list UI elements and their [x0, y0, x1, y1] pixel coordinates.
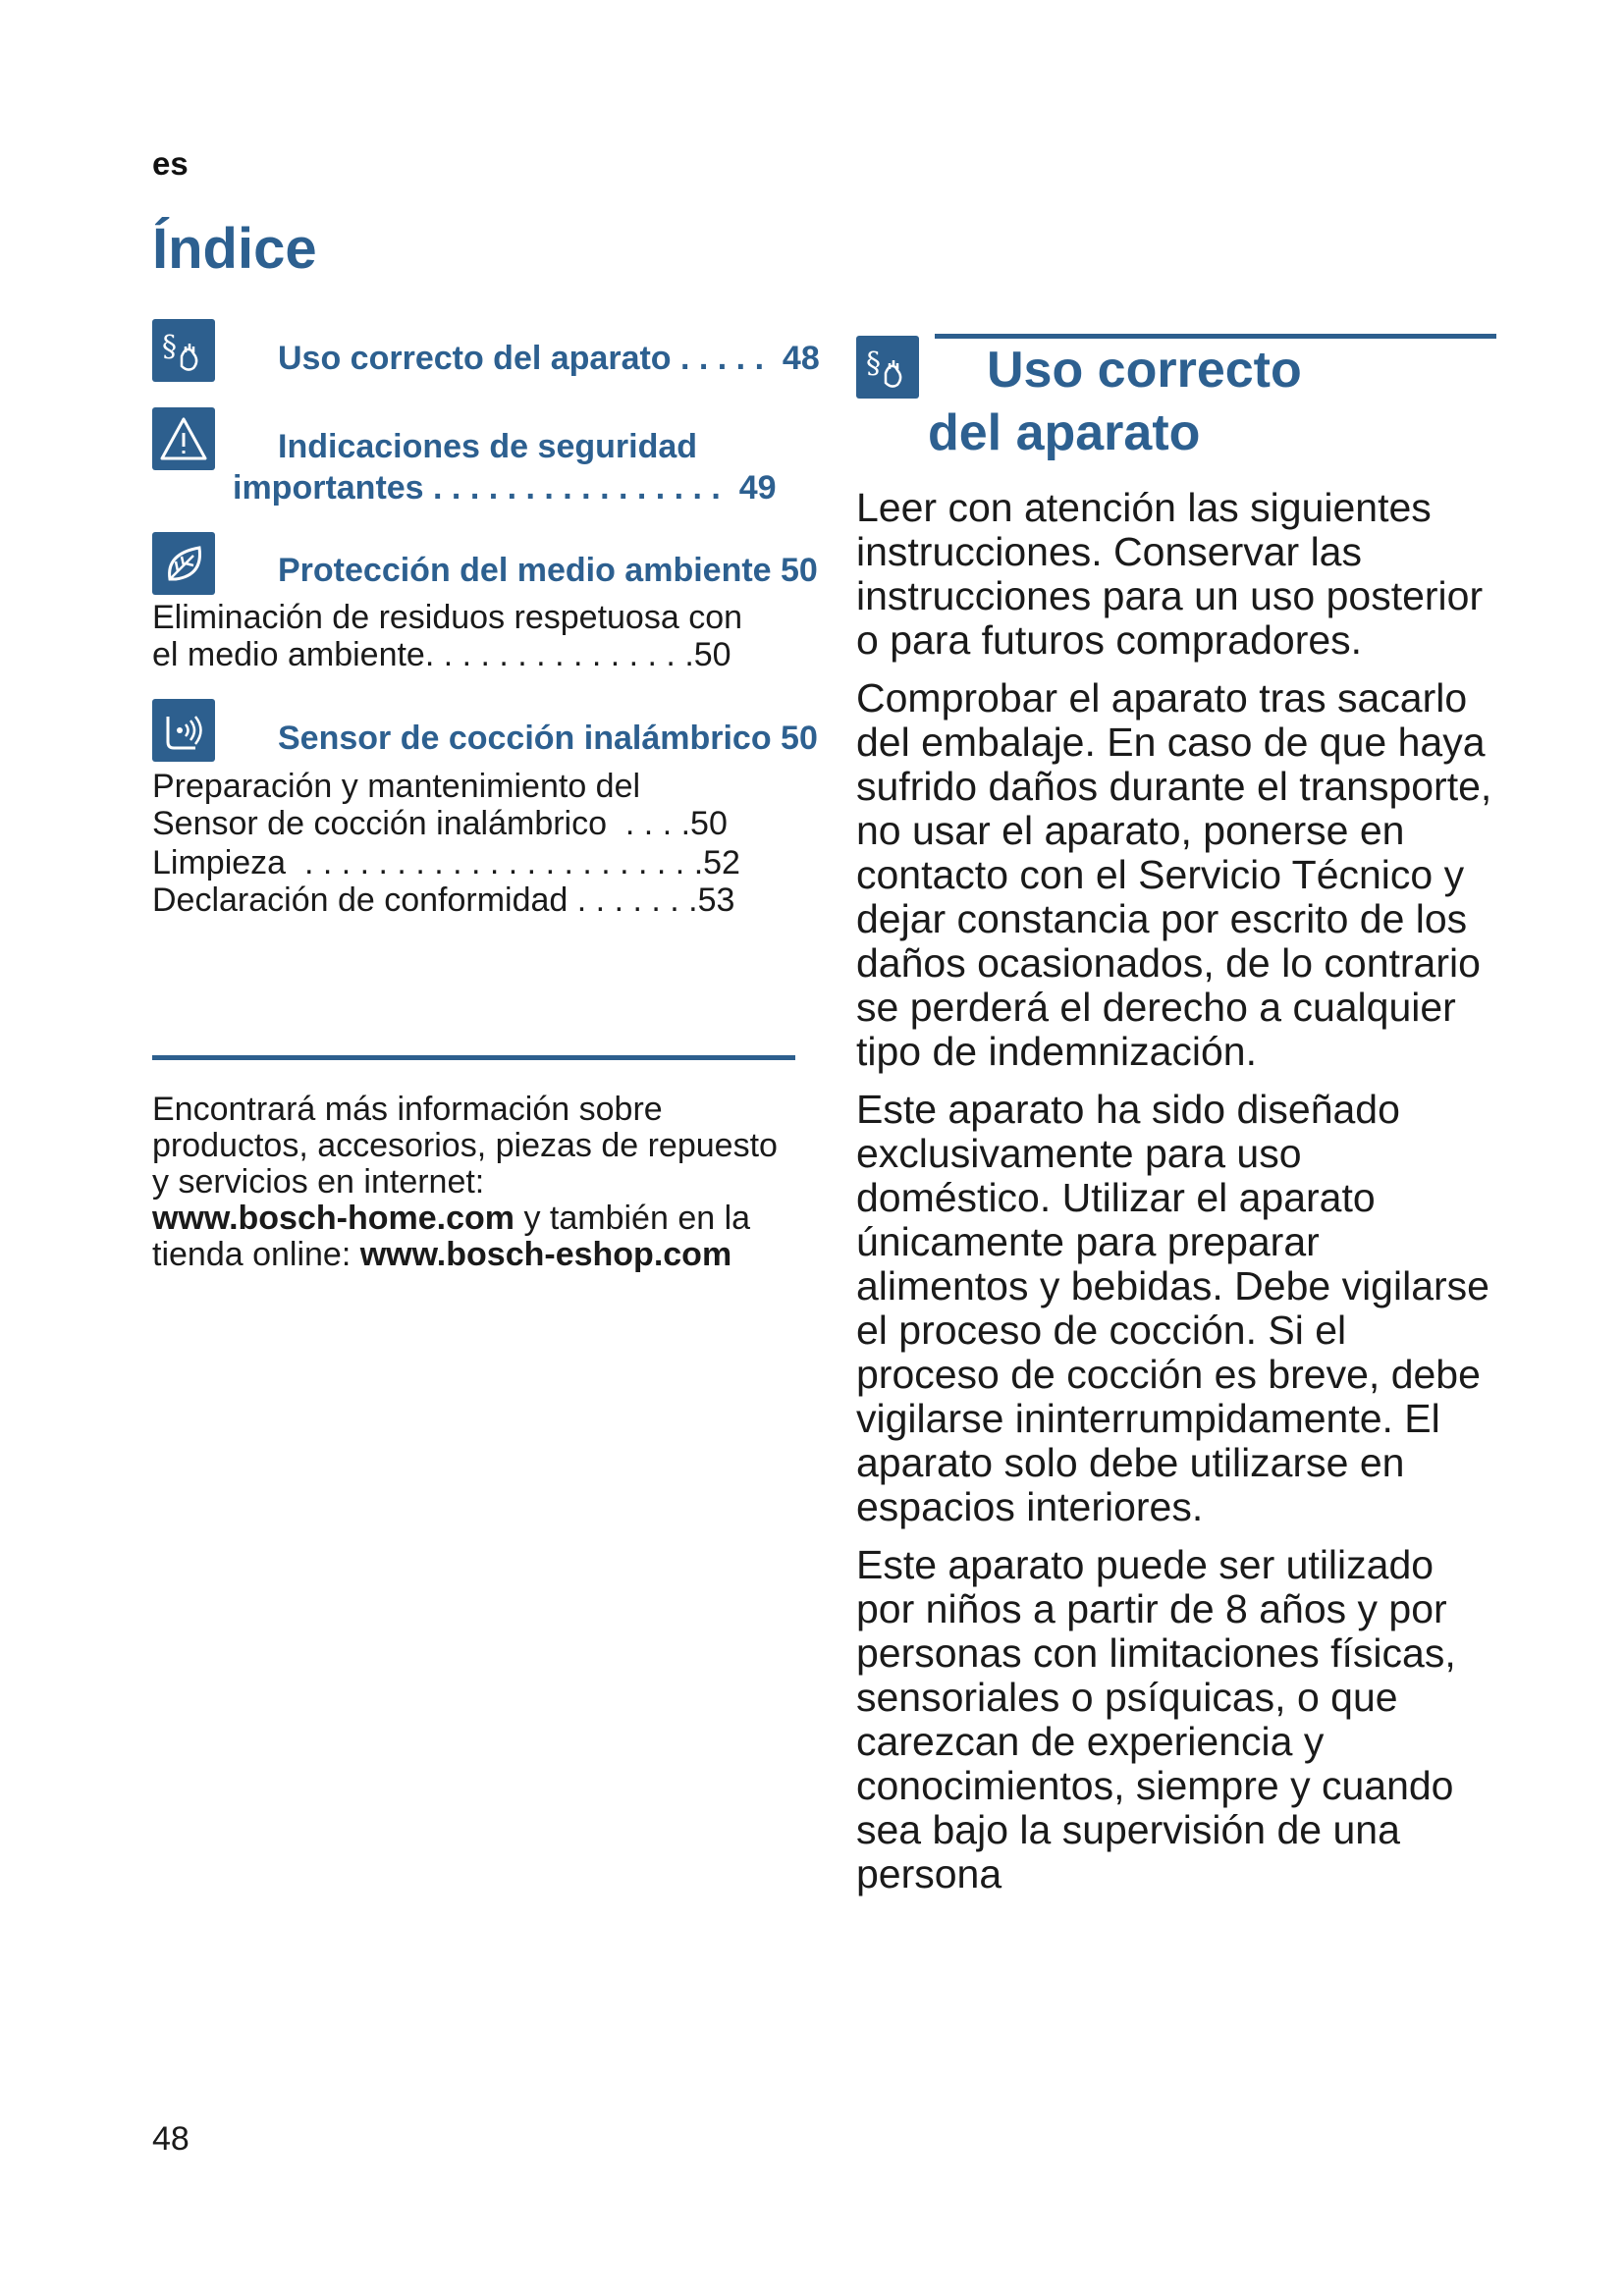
- section-title-line1: Uso correcto: [987, 342, 1302, 399]
- page-number: 48: [152, 2120, 189, 2158]
- toc-item-environment[interactable]: Protección del medio ambiente 50: [278, 552, 818, 589]
- info-text-2: y también en la tienda online:: [152, 1200, 751, 1273]
- wireless-sensor-icon: [152, 699, 215, 762]
- info-text-1: Encontrará más información sobre productos, accesorios, piezas de repuesto y servicios en internet:: [152, 1091, 778, 1201]
- warning-triangle-icon: [152, 407, 215, 470]
- section-body: [856, 486, 1494, 1910]
- toc-item-safety-cont[interactable]: importantes . . . . . . . . . . . . . . . . 49: [233, 469, 777, 507]
- toc-item-sensor[interactable]: Sensor de cocción inalámbrico 50: [278, 720, 818, 757]
- toc-subitem-sensor-prep[interactable]: Preparación y mantenimiento del: [152, 768, 641, 805]
- bosch-eshop-link[interactable]: www.bosch-eshop.com: [359, 1236, 732, 1273]
- toc-subitem-waste[interactable]: Eliminación de residuos respetuosa con: [152, 599, 743, 636]
- toc-subitem-cleaning[interactable]: Limpieza . . . . . . . . . . . . . . . . . . . . . .52: [152, 844, 740, 881]
- section-title-line2: del aparato: [928, 404, 1201, 461]
- svg-text:§: §: [162, 330, 177, 364]
- index-title: Índice: [152, 217, 317, 281]
- toc-subitem-sensor-prep-cont[interactable]: Sensor de cocción inalámbrico . . . .50: [152, 805, 728, 842]
- section-title: [928, 339, 1302, 464]
- paragraph-hand-icon: [856, 336, 919, 399]
- toc-item-safety[interactable]: Indicaciones de seguridad: [278, 428, 698, 465]
- toc-subitem-waste-cont[interactable]: el medio ambiente. . . . . . . . . . . . . . .50: [152, 636, 731, 673]
- more-info-text: [152, 1092, 800, 1273]
- body-paragraph: Leer con atención las siguientes instrucciones. Conservar las instrucciones para un uso posterior o para futuros compradores.: [856, 485, 1484, 663]
- body-paragraph: Este aparato ha sido diseñado exclusivamente para uso doméstico. Utilizar el aparato únicamente para preparar alimentos y bebidas. Debe vigilarse el proceso de cocción. Si el proceso de cocción es breve, debe vigilarse ininterrumpidamente. El aparato solo debe utilizarse en espacios interiores.: [856, 1087, 1489, 1529]
- toc-item-intended-use[interactable]: Uso correcto del aparato . . . . . 48: [278, 340, 820, 377]
- toc-subitem-conformity[interactable]: Declaración de conformidad . . . . . . .53: [152, 881, 735, 919]
- leaf-icon: [152, 532, 215, 595]
- svg-text:§: §: [866, 347, 881, 381]
- divider-left: [152, 1055, 795, 1060]
- bosch-home-link[interactable]: www.bosch-home.com: [152, 1200, 515, 1237]
- language-code: es: [152, 145, 189, 182]
- paragraph-hand-icon: [152, 319, 215, 382]
- body-paragraph: Comprobar el aparato tras sacarlo del embalaje. En caso de que haya sufrido daños durante el transporte, no usar el aparato, ponerse en contacto con el Servicio Técnico y dejar constancia por escrito de los daños ocasionados, de lo contrario se perderá el derecho a cualquier tipo de indemnización.: [856, 675, 1492, 1074]
- body-paragraph: Este aparato puede ser utilizado por niños a partir de 8 años y por personas con limitaciones físicas, sensoriales o psíquicas, o que carezcan de experiencia y conocimientos, siempre y cuando sea bajo la supervisión de una persona: [856, 1542, 1456, 1896]
